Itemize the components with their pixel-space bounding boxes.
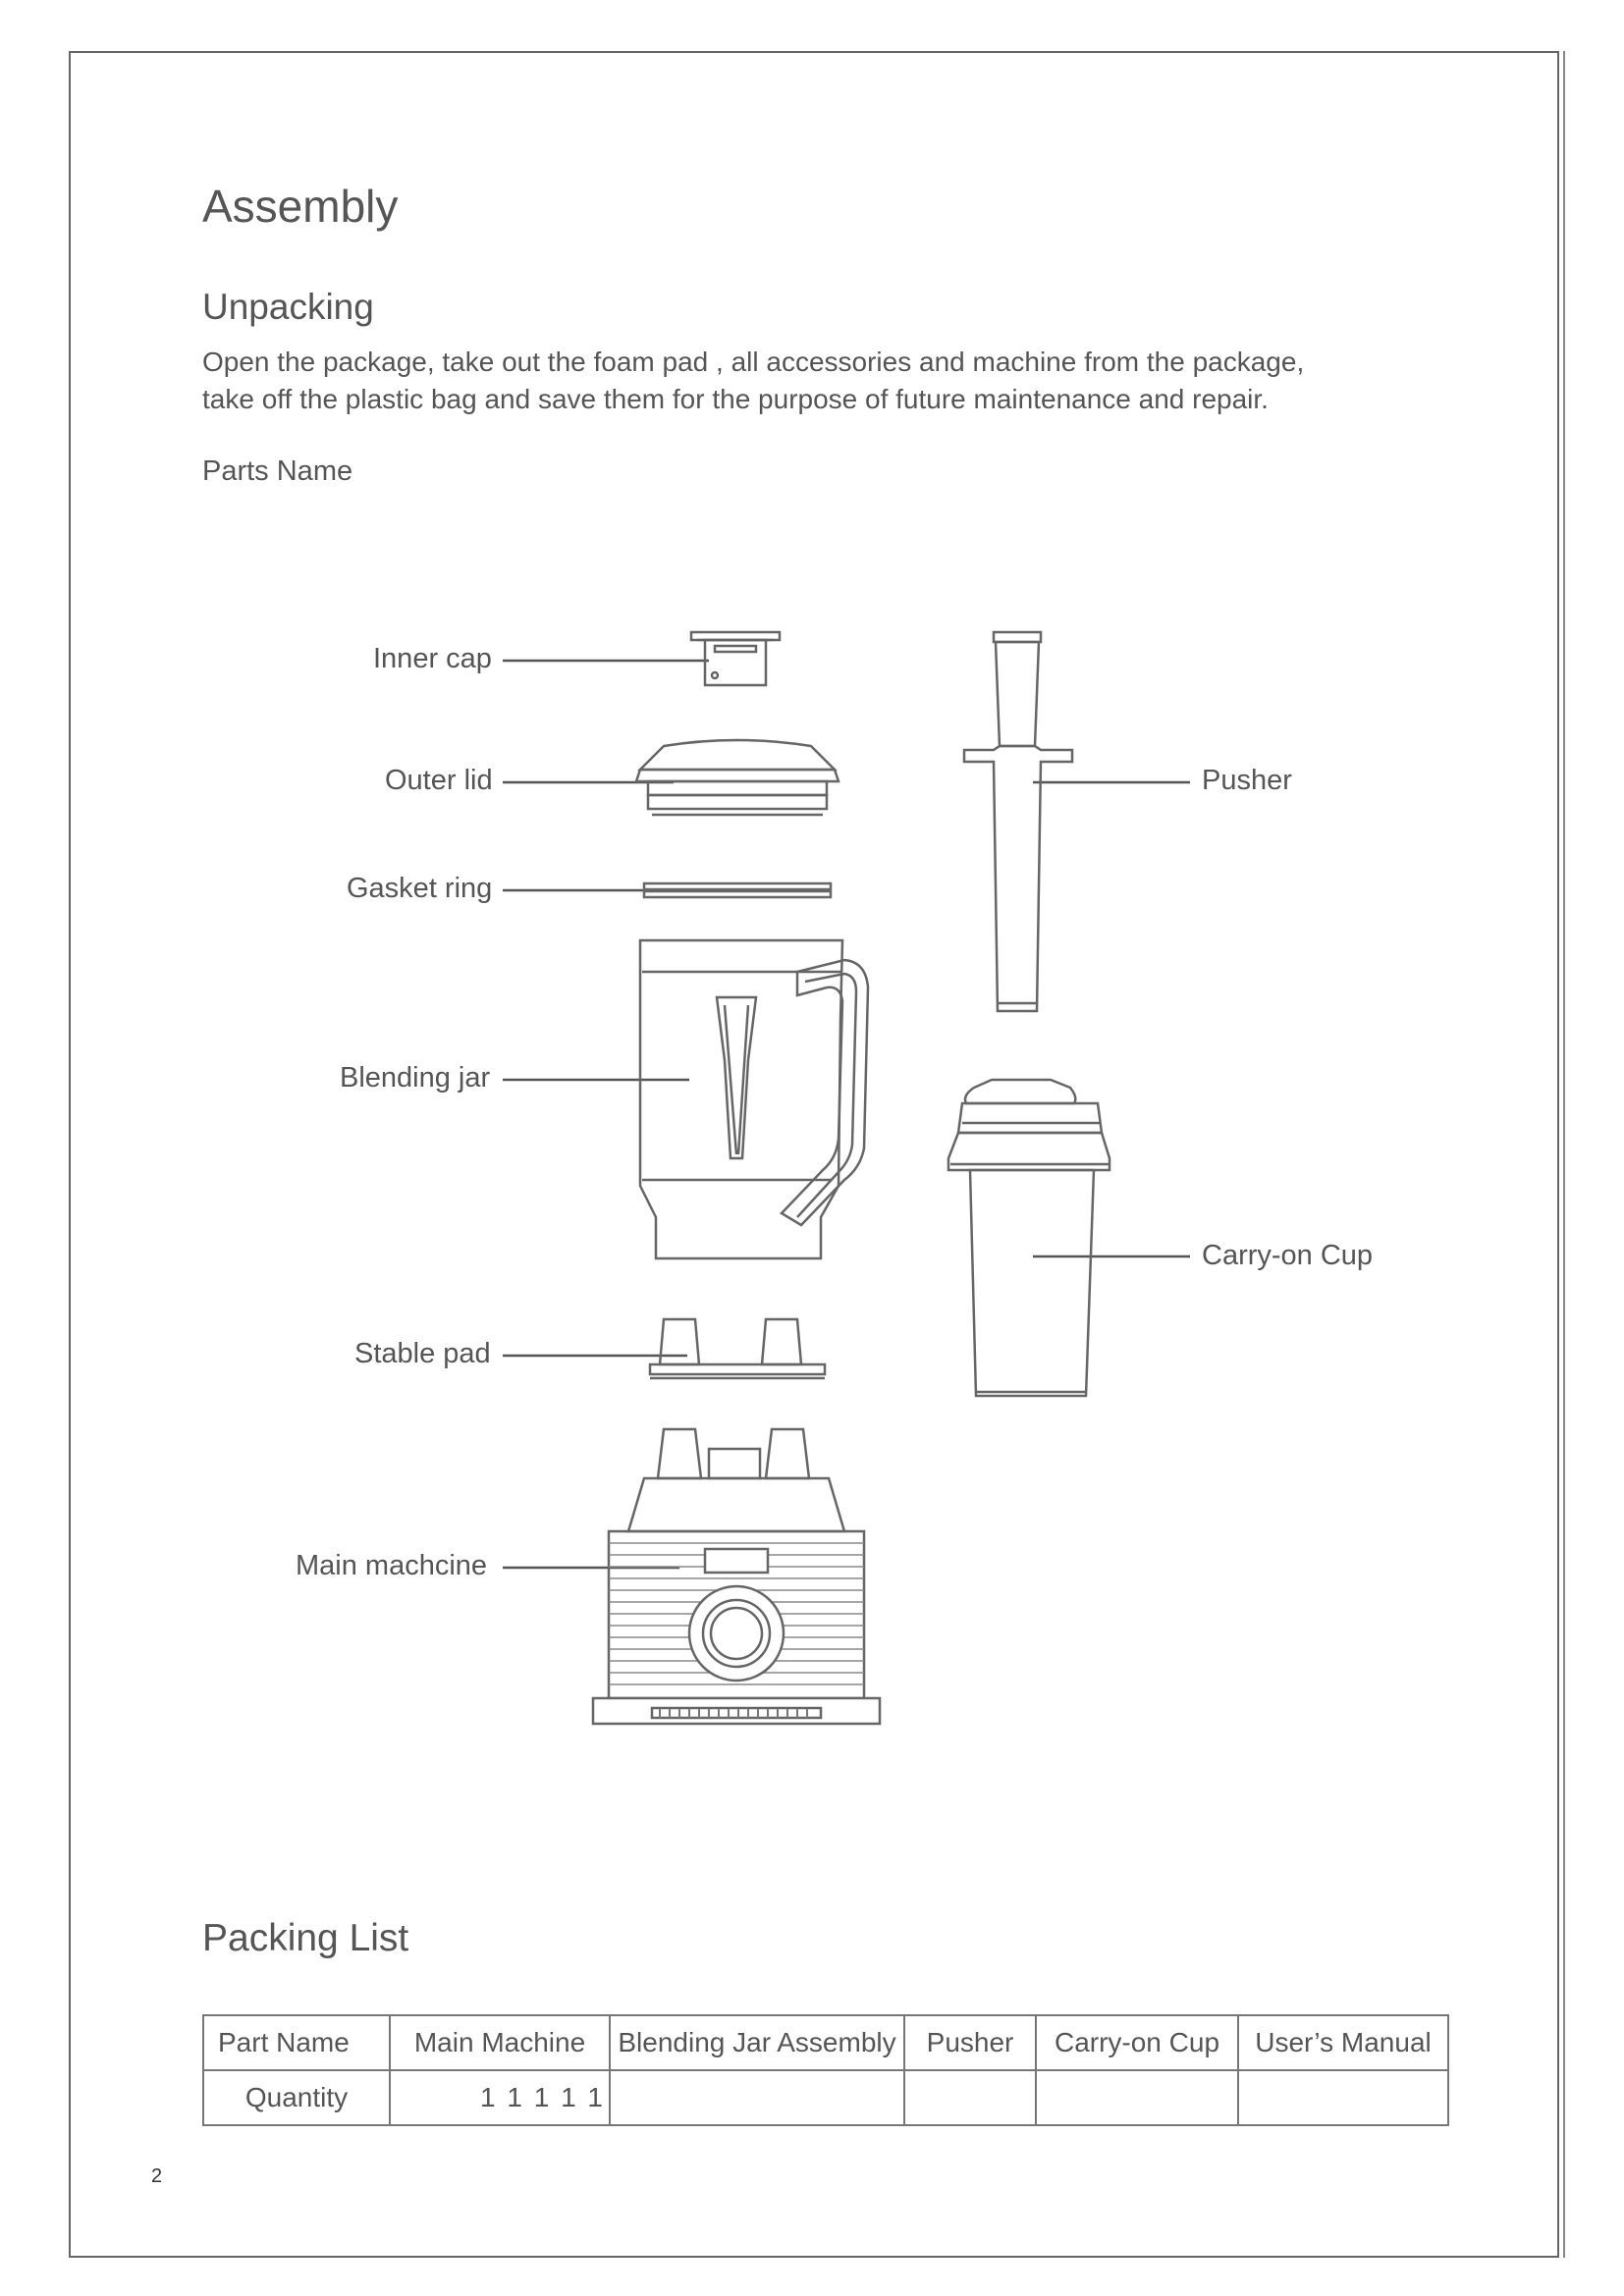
unpacking-text-line2: take off the plastic bag and save them for the purpose of future maintenance and repair. xyxy=(202,384,1269,414)
page-title: Assembly xyxy=(202,181,399,232)
label-carry-on-cup: Carry-on Cup xyxy=(1202,1240,1374,1271)
pusher-drawing xyxy=(964,632,1072,1011)
label-stable-pad: Stable pad xyxy=(354,1338,491,1369)
packing-list-title: Packing List xyxy=(202,1917,409,1959)
table-cell-empty xyxy=(610,2070,904,2125)
table-row xyxy=(203,2015,1448,2070)
table-col-main-machine: Main Machine xyxy=(390,2015,610,2070)
table-cell-empty xyxy=(904,2070,1036,2125)
table-col-carry-on-cup: Carry-on Cup xyxy=(1036,2015,1238,2070)
outer-lid-drawing xyxy=(636,740,839,815)
carry-on-cup-drawing xyxy=(948,1080,1110,1396)
label-gasket-ring: Gasket ring xyxy=(347,873,493,904)
table-header-label: Part Name xyxy=(203,2015,390,2070)
inner-cap-drawing xyxy=(691,632,780,685)
blending-jar-drawing xyxy=(640,940,868,1258)
label-main-machine: Main machcine xyxy=(296,1550,488,1581)
table-col-blending-jar: Blending Jar Assembly xyxy=(610,2015,904,2070)
label-outer-lid: Outer lid xyxy=(385,765,493,796)
label-inner-cap: Inner cap xyxy=(373,643,492,674)
table-row xyxy=(203,2070,1448,2125)
leader-lines xyxy=(503,661,1190,1568)
table-cell-empty xyxy=(1238,2070,1448,2125)
parts-name-title: Parts Name xyxy=(202,455,353,487)
unpacking-text-line1: Open the package, take out the foam pad , all accessories and machine from the package, xyxy=(202,347,1305,377)
stable-pad-drawing xyxy=(650,1319,825,1378)
gasket-ring-drawing xyxy=(644,883,831,897)
table-quantity-label: Quantity xyxy=(203,2070,390,2125)
label-blending-jar: Blending jar xyxy=(340,1062,491,1094)
table-quantity-values: 1 1 1 1 1 xyxy=(390,2070,610,2125)
table-cell-empty xyxy=(1036,2070,1238,2125)
label-pusher: Pusher xyxy=(1202,765,1292,796)
main-machine-drawing xyxy=(593,1429,880,1724)
table-col-pusher: Pusher xyxy=(904,2015,1036,2070)
packing-list-table xyxy=(202,2014,1449,2126)
table-col-users-manual: User’s Manual xyxy=(1238,2015,1448,2070)
unpacking-title: Unpacking xyxy=(202,287,374,327)
page-number: 2 xyxy=(151,2165,163,2187)
